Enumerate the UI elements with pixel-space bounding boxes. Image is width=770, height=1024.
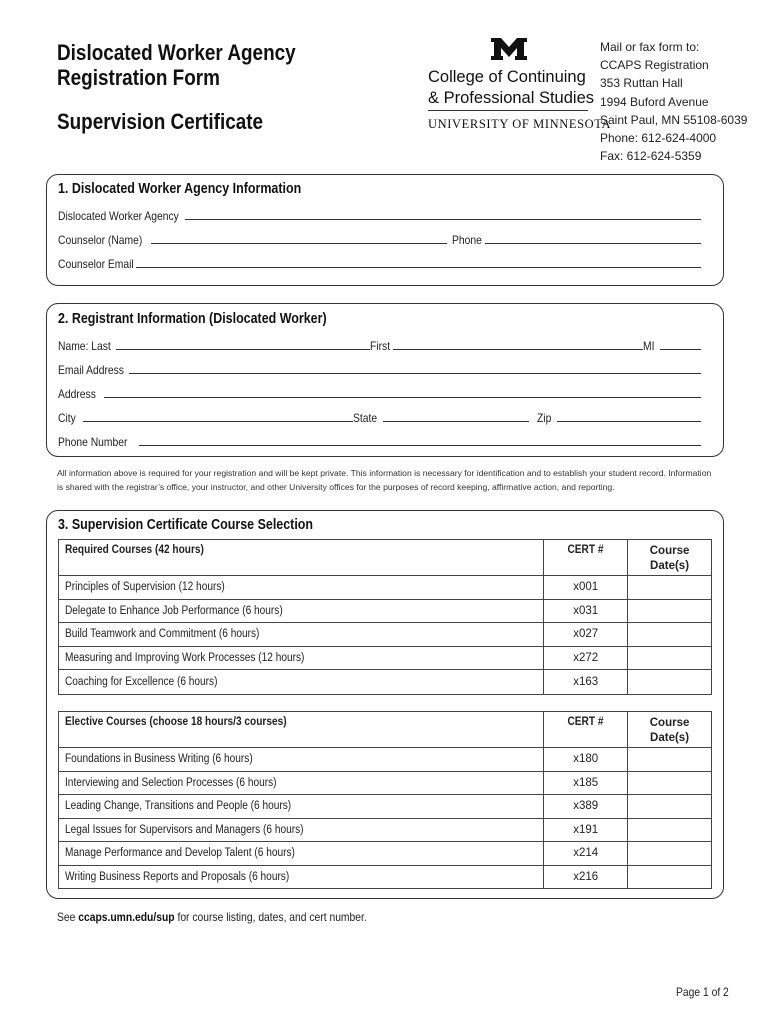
email-row <box>58 359 701 377</box>
city-field[interactable] <box>83 421 353 422</box>
cert-number: x027 <box>544 623 628 647</box>
last-name-field[interactable] <box>116 349 370 350</box>
mail-line: CCAPS Registration <box>600 58 709 73</box>
agency-field[interactable] <box>185 219 701 220</box>
section-heading: 3. Supervision Certificate Course Selection <box>58 517 314 533</box>
cert-header: CERT # <box>544 540 628 576</box>
form-title-line1: Dislocated Worker Agency <box>57 40 296 65</box>
course-name: Coaching for Excellence (6 hours) <box>59 670 544 695</box>
counselor-phone-field[interactable] <box>485 243 701 244</box>
page-number: Page 1 of 2 <box>676 985 729 999</box>
course-dates-field[interactable] <box>628 599 712 623</box>
table-row <box>59 670 712 695</box>
table-header-row <box>59 540 712 576</box>
counselor-email-label: Counselor Email <box>58 257 134 271</box>
mi-label: MI <box>642 339 655 353</box>
course-dates-field[interactable] <box>628 771 712 795</box>
table-row <box>59 818 712 842</box>
cert-number: x163 <box>544 670 628 695</box>
cert-header: CERT # <box>544 712 628 748</box>
course-dates-field[interactable] <box>628 576 712 600</box>
section-registrant-info <box>46 303 724 457</box>
cert-number: x214 <box>544 842 628 866</box>
first-name-label: First <box>370 339 391 353</box>
course-name: Interviewing and Selection Processes (6 hours) <box>59 771 544 795</box>
mail-line: Mail or fax form to: <box>600 40 700 54</box>
course-dates-field[interactable] <box>628 748 712 772</box>
course-dates-field[interactable] <box>628 646 712 670</box>
course-dates-field[interactable] <box>628 623 712 647</box>
college-name-line1: College of Continuing <box>428 68 586 86</box>
course-dates-field[interactable] <box>628 842 712 866</box>
mail-line: Phone: 612-624-4000 <box>600 131 717 146</box>
cert-number: x001 <box>544 576 628 600</box>
section-heading: 1. Dislocated Worker Agency Information <box>58 181 302 197</box>
required-courses-header: Required Courses (42 hours) <box>59 540 544 576</box>
email-field[interactable] <box>129 373 701 374</box>
address-label: Address <box>58 387 96 401</box>
section-agency-info <box>46 174 724 286</box>
college-name <box>428 67 594 109</box>
cert-number: x191 <box>544 818 628 842</box>
table-row <box>59 771 712 795</box>
phone-number-label: Phone Number <box>58 435 128 449</box>
course-dates-field[interactable] <box>628 818 712 842</box>
elective-courses-table <box>58 711 712 889</box>
course-name: Measuring and Improving Work Processes (12 hours) <box>59 646 544 670</box>
table-row <box>59 646 712 670</box>
zip-field[interactable] <box>557 421 701 422</box>
table-row <box>59 576 712 600</box>
counselor-email-row <box>58 253 701 271</box>
form-title-line2: Registration Form <box>57 65 220 90</box>
section-heading: 2. Registrant Information (Dislocated Worker) <box>58 311 327 327</box>
course-name: Foundations in Business Writing (6 hours) <box>59 748 544 772</box>
city-label: City <box>58 411 76 425</box>
table-row <box>59 748 712 772</box>
elective-courses-header: Elective Courses (choose 18 hours/3 courses) <box>59 712 544 748</box>
counselor-row <box>58 229 701 247</box>
college-name-line2: & Professional Studies <box>428 89 595 107</box>
mi-field[interactable] <box>660 349 701 350</box>
course-name: Principles of Supervision (12 hours) <box>59 576 544 600</box>
zip-label: Zip <box>536 411 552 425</box>
mail-line: Fax: 612-624-5359 <box>600 149 702 164</box>
table-row <box>59 865 712 889</box>
phone-number-row <box>58 431 701 449</box>
city-state-zip-row <box>58 407 701 425</box>
agency-row <box>58 205 701 223</box>
section-course-selection <box>46 510 724 899</box>
address-row <box>58 383 701 401</box>
course-dates-field[interactable] <box>628 865 712 889</box>
phone-number-field[interactable] <box>139 445 701 446</box>
course-listing-note: See ccaps.umn.edu/sup for course listing, dates, and cert number. <box>57 910 367 924</box>
state-field[interactable] <box>383 421 529 422</box>
course-dates-field[interactable] <box>628 670 712 695</box>
phone-label: Phone <box>452 233 482 247</box>
course-dates-header: Course Date(s) <box>628 712 712 748</box>
logo-divider <box>428 110 588 111</box>
table-header-row <box>59 712 712 748</box>
email-label: Email Address <box>58 363 124 377</box>
course-dates-field[interactable] <box>628 795 712 819</box>
cert-number: x180 <box>544 748 628 772</box>
mail-info <box>600 38 747 165</box>
cert-number: x031 <box>544 599 628 623</box>
table-row <box>59 842 712 866</box>
state-label: State <box>352 411 377 425</box>
cert-number: x389 <box>544 795 628 819</box>
university-name: UNIVERSITY OF MINNESOTA <box>428 117 612 131</box>
university-m-logo-icon <box>489 38 529 60</box>
cert-number: x272 <box>544 646 628 670</box>
privacy-disclaimer: All information above is required for your registration and will be kept private. This information is necessary for identification and to establish your student record. Information is shared with the registrar’s office, your instructor, and other University offices for the purposes of record keeping, affirmative action, and reporting. <box>57 468 712 492</box>
form-subtitle: Supervision Certificate <box>57 109 264 134</box>
course-name: Leading Change, Transitions and People (6 hours) <box>59 795 544 819</box>
required-courses-table <box>58 539 712 695</box>
counselor-label: Counselor (Name) <box>58 233 143 247</box>
mail-line: 1994 Buford Avenue <box>600 94 709 109</box>
mail-line: Saint Paul, MN 55108-6039 <box>600 112 748 127</box>
course-name: Build Teamwork and Commitment (6 hours) <box>59 623 544 647</box>
mail-line: 353 Ruttan Hall <box>600 76 683 91</box>
agency-label: Dislocated Worker Agency <box>58 209 179 223</box>
course-name: Legal Issues for Supervisors and Managers (6 hours) <box>59 818 544 842</box>
address-field[interactable] <box>104 397 701 398</box>
name-row <box>58 335 701 353</box>
course-name: Writing Business Reports and Proposals (6 hours) <box>59 865 544 889</box>
course-name: Manage Performance and Develop Talent (6 hours) <box>59 842 544 866</box>
ccaps-link[interactable]: ccaps.umn.edu/sup <box>78 910 175 924</box>
table-row <box>59 795 712 819</box>
counselor-email-field[interactable] <box>136 267 701 268</box>
table-row <box>59 599 712 623</box>
cert-number: x185 <box>544 771 628 795</box>
course-dates-header: Course Date(s) <box>628 540 712 576</box>
counselor-name-field[interactable] <box>151 243 447 244</box>
course-name: Delegate to Enhance Job Performance (6 hours) <box>59 599 544 623</box>
last-name-label: Name: Last <box>58 339 111 353</box>
form-title <box>57 40 335 90</box>
cert-number: x216 <box>544 865 628 889</box>
table-row <box>59 623 712 647</box>
first-name-field[interactable] <box>393 349 643 350</box>
